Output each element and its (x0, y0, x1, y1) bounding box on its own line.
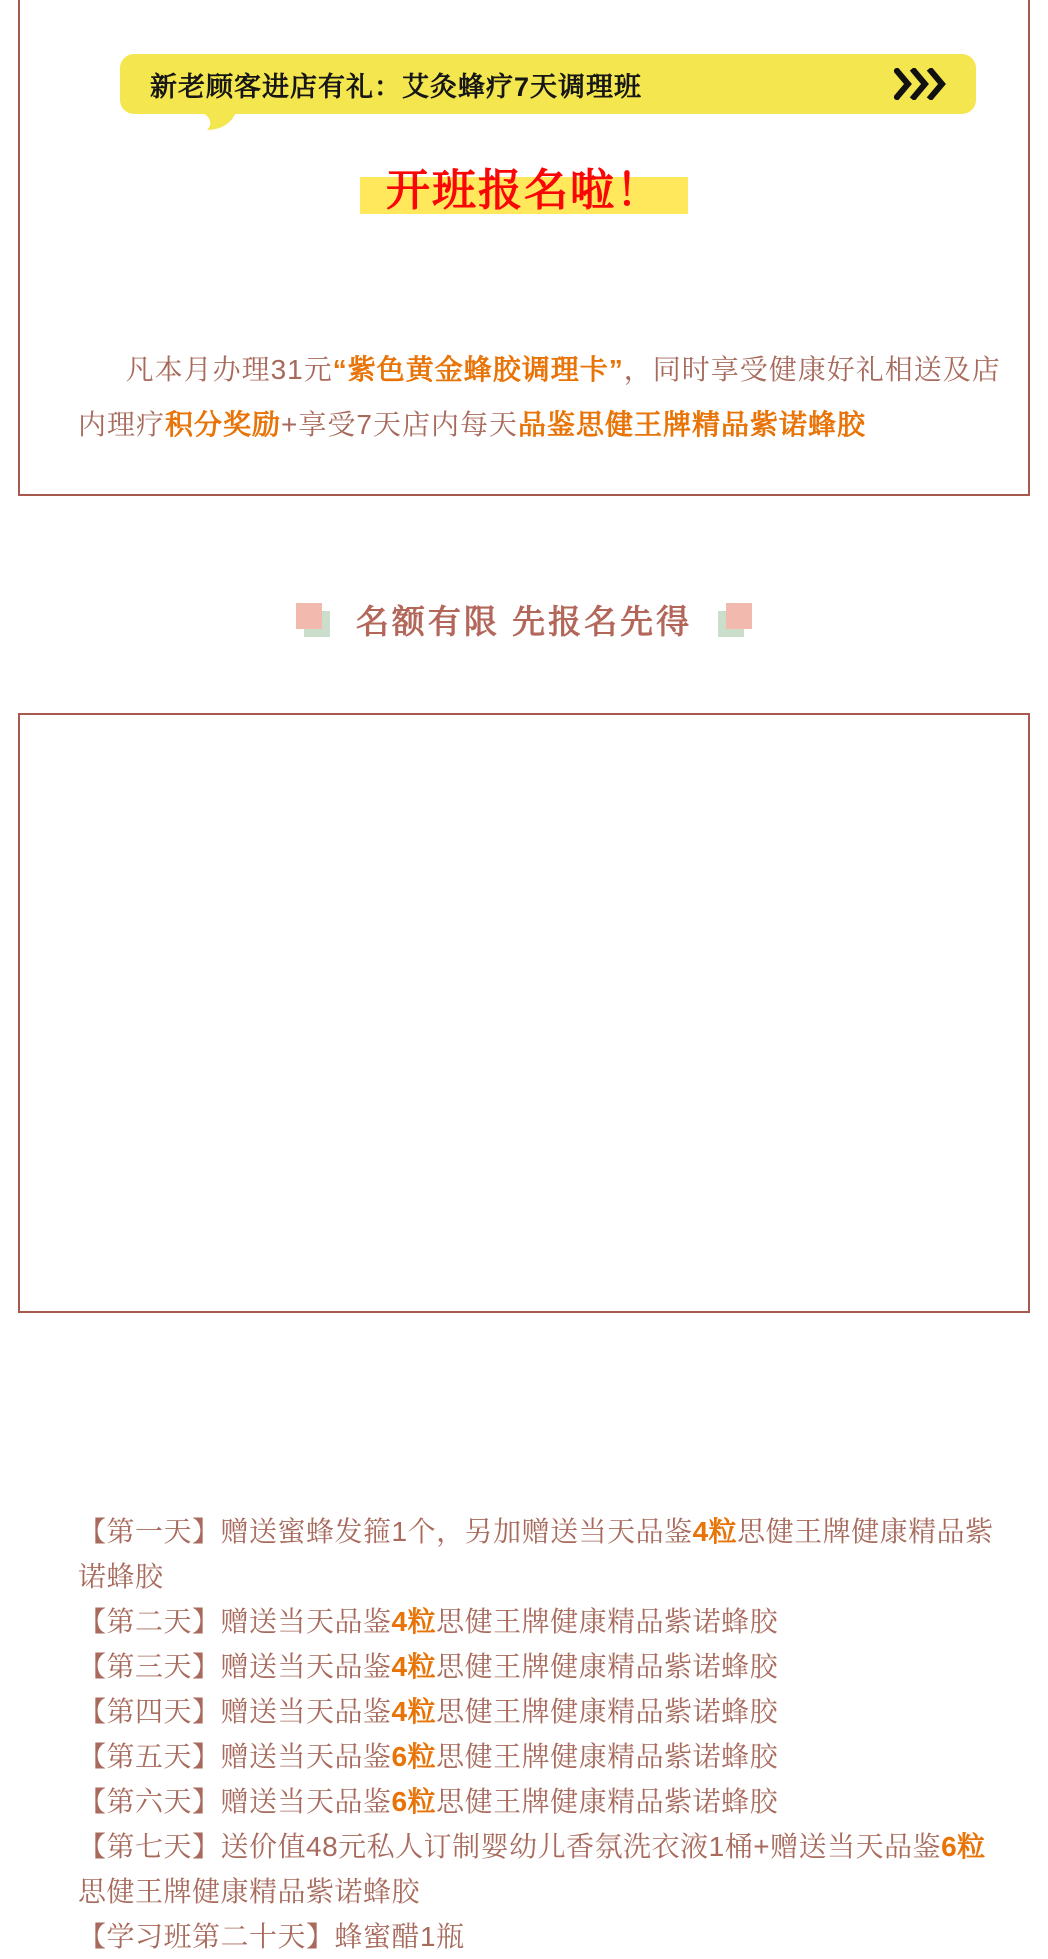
quantity-highlight: 6粒 (941, 1831, 986, 1862)
section-title: 名额有限 先报名先得 (355, 603, 693, 640)
schedule-text: 【第二天】赠送当天品鉴 (78, 1606, 392, 1637)
square-deco-right-icon (718, 603, 752, 637)
schedule-text: 【第一天】赠送蜜蜂发箍1个，另加赠送当天品鉴 (78, 1516, 693, 1547)
promo-intro-paragraph (78, 342, 1010, 452)
promo-banner[interactable] (120, 54, 976, 114)
schedule-item (78, 1824, 1012, 1914)
schedule-text: 【第三天】赠送当天品鉴 (78, 1651, 392, 1682)
schedule-frame (18, 713, 1030, 1952)
schedule-text: 思健王牌健康精品紫诺蜂胶 (436, 1741, 779, 1772)
schedule-item (78, 1734, 1012, 1779)
section-title-row (0, 596, 1048, 643)
schedule-text: 思健王牌健康精品紫诺蜂胶 (78, 1516, 994, 1592)
quantity-highlight: 4粒 (391, 1606, 437, 1637)
schedule-item (78, 1914, 1012, 1959)
banner-label: 新老顾客进店有礼：艾灸蜂疗7天调理班 (150, 71, 643, 102)
schedule-text: 思健王牌健康精品紫诺蜂胶 (436, 1651, 779, 1682)
square-deco-left-icon (296, 603, 330, 637)
schedule-text: 【第六天】赠送当天品鉴 (78, 1786, 392, 1817)
quantity-highlight: 4粒 (692, 1516, 738, 1547)
body-text: ，同时享受健康好礼相送及店内理疗 (78, 354, 1001, 440)
schedule-item (78, 1599, 1012, 1644)
schedule-text: 【学习班第二十天】蜂蜜醋1瓶 (78, 1921, 465, 1952)
enrollment-headline: 开班报名啦！ (360, 168, 688, 214)
schedule-item (78, 1779, 1012, 1824)
schedule-text: 思健王牌健康精品紫诺蜂胶 (436, 1606, 779, 1637)
promo-top-frame (18, 0, 1030, 496)
schedule-item (78, 1509, 1012, 1599)
schedule-list (78, 1509, 1012, 1959)
quantity-highlight: 6粒 (391, 1741, 437, 1772)
headline-row (20, 168, 1028, 214)
schedule-text: 【第五天】赠送当天品鉴 (78, 1741, 392, 1772)
banner-tail-shape (200, 112, 238, 131)
schedule-item (78, 1644, 1012, 1689)
schedule-item (78, 1689, 1012, 1734)
quantity-highlight: 6粒 (391, 1786, 437, 1817)
emphasis-text: 积分奖励 (165, 409, 282, 440)
quantity-highlight: 4粒 (391, 1696, 437, 1727)
emphasis-text: “紫色黄金蜂胶调理卡” (332, 354, 624, 385)
body-text: +享受7天店内每天 (281, 409, 518, 440)
schedule-text: 思健王牌健康精品紫诺蜂胶 (78, 1876, 421, 1907)
schedule-text: 【第四天】赠送当天品鉴 (78, 1696, 392, 1727)
schedule-text: 思健王牌健康精品紫诺蜂胶 (436, 1786, 779, 1817)
body-text: 凡本月办理31元 (125, 354, 333, 385)
emphasis-text: 品鉴思健王牌精品紫诺蜂胶 (517, 409, 866, 440)
quantity-highlight: 4粒 (391, 1651, 437, 1682)
schedule-text: 思健王牌健康精品紫诺蜂胶 (436, 1696, 779, 1727)
triple-chevron-right-icon (894, 68, 948, 100)
schedule-text: 【第七天】送价值48元私人订制婴幼儿香氛洗衣液1桶+赠送当天品鉴 (78, 1831, 942, 1862)
